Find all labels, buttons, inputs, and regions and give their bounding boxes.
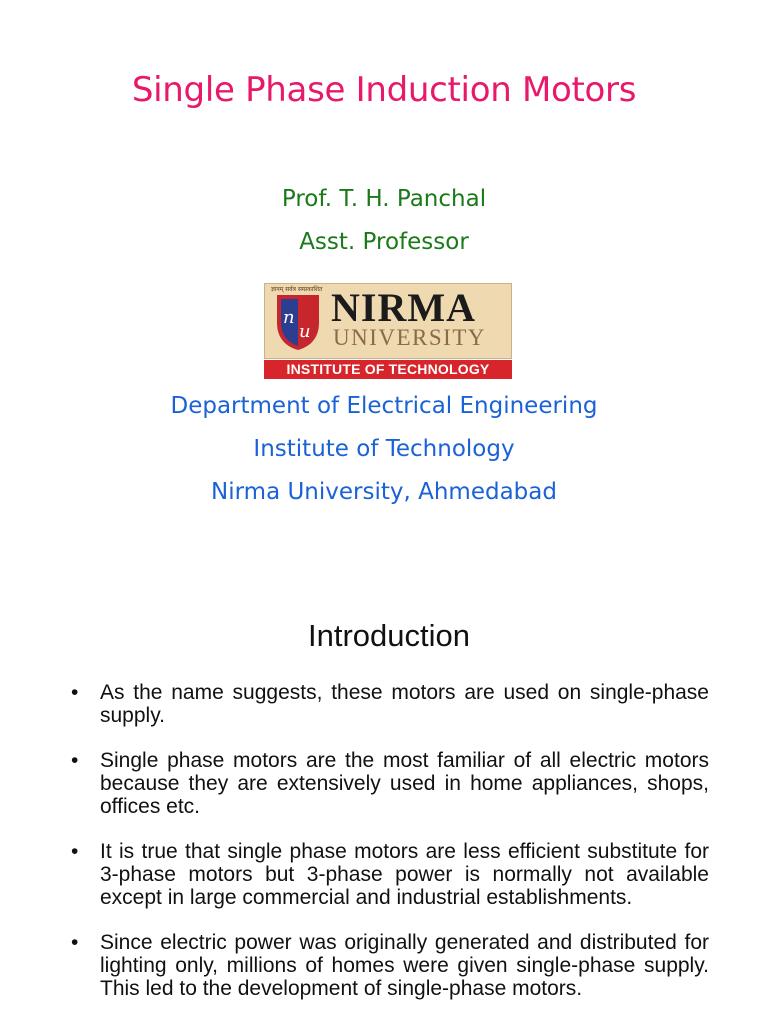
author-name: Prof. T. H. Panchal	[281, 186, 487, 212]
bullet-text: Since electric power was originally generated and distributed for lighting only, millions of homes were given single-phase supply. This led to the development of single-phase motors.	[100, 931, 709, 1000]
logo-band: INSTITUTE OF TECHNOLOGY	[264, 360, 512, 379]
bullet-item	[68, 681, 709, 727]
introduction-slide	[0, 560, 768, 1024]
author-role: Asst. Professor	[299, 229, 469, 255]
slide-heading: Introduction	[308, 618, 470, 653]
bullet-icon: •	[71, 749, 79, 772]
logo-motto: ज्ञानम् सर्वत्र सम्प्रकाशित	[271, 286, 323, 293]
slide-title: Single Phase Induction Motors	[131, 70, 637, 110]
department-line: Department of Electrical Engineering	[170, 393, 598, 419]
bullet-text: Single phase motors are the most familiar of all electric motors because they are extensively used in home appliances, shops, offices etc.	[100, 749, 709, 818]
nirma-university-logo	[264, 283, 512, 379]
svg-text:n: n	[283, 307, 295, 328]
logo-subtitle: UNIVERSITY	[333, 325, 486, 350]
university-line: Nirma University, Ahmedabad	[211, 479, 557, 505]
svg-text:u: u	[299, 321, 311, 342]
bullet-text: As the name suggests, these motors are used on single-phase supply.	[100, 681, 709, 727]
logo-panel	[264, 283, 512, 359]
bullet-item	[68, 931, 709, 1000]
bullet-icon: •	[71, 931, 79, 954]
bullet-text: It is true that single phase motors are less efficient substitute for 3-phase motors but 3-phase power is normally not available except in large commercial and industrial establishments.	[100, 840, 709, 909]
institute-line: Institute of Technology	[253, 436, 515, 462]
logo-wordmark: NIRMA	[331, 285, 476, 330]
university-emblem-icon	[275, 293, 321, 351]
bullet-list	[68, 681, 709, 1022]
bullet-item	[68, 840, 709, 909]
bullet-item	[68, 749, 709, 818]
bullet-icon: •	[71, 681, 79, 704]
bullet-icon: •	[71, 840, 79, 863]
